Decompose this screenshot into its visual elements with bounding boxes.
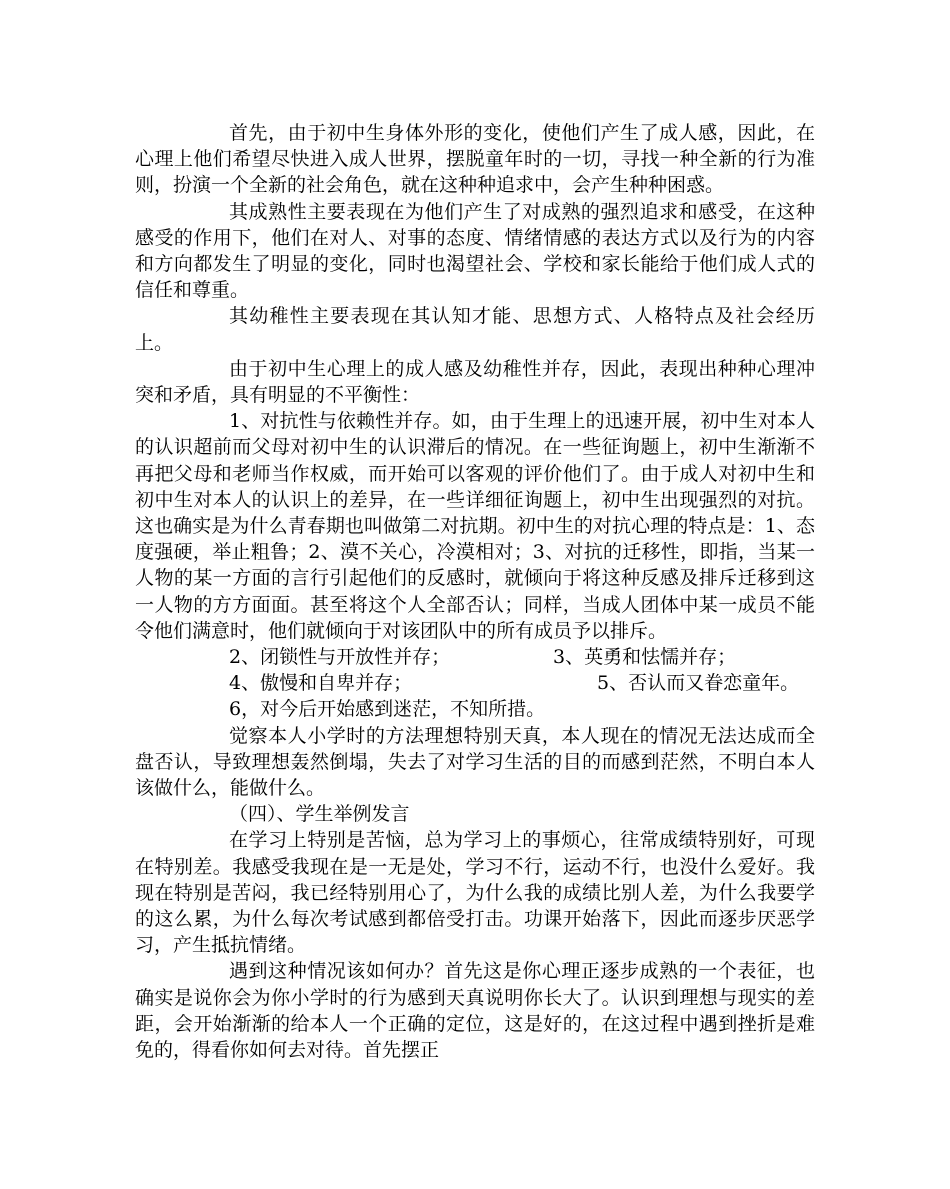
- paragraph-student-example: 在学习上特别是苦恼，总为学习上的事烦心，往常成绩特别好，可现在特别差。我感受我现在是一无是处，学习不行，运动不行，也没什么爱好。我现在特别是苦闷，我已经特别用心了，为什么我的成绩比别人差，为什么我要学的这么累，为什么每次考试感到都倍受打击。功课开始落下，因此而逐步厌恶学习，产生抵抗情绪。: [135, 829, 815, 957]
- list-item-3: 3、英勇和怯懦并存；: [553, 646, 737, 669]
- list-pair-row: [135, 670, 815, 696]
- paragraph-adult-sense: 首先，由于初中生身体外形的变化，使他们产生了成人感，因此，在心理上他们希望尽快进入成人世界，摆脱童年时的一切，寻找一种全新的行为准则，扮演一个全新的社会角色，就在这种种追求中，会产生种种困惑。: [135, 122, 815, 197]
- paragraph-maturity: 其成熟性主要表现在为他们产生了对成熟的强烈追求和感受，在这种感受的作用下，他们在对人、对事的态度、情绪情感的表达方式以及行为的内容和方向都发生了明显的变化，同时也渴望社会、学校和家长能给于他们成人式的信任和尊重。: [135, 200, 815, 302]
- list-item-6: 6，对今后开始感到迷茫，不知所措。: [229, 698, 546, 721]
- list-item-4: 4、傲慢和自卑并存；: [229, 672, 413, 695]
- paragraph-imbalance: 由于初中生心理上的成人感及幼稚性并存，因此，表现出种种心理冲突和矛盾，具有明显的不平衡性：: [135, 357, 815, 407]
- paragraph-advice: 遇到这种情况该如何办？首先这是你心理正逐步成熟的一个表征，也确实是说你会为你小学时的行为感到天真说明你长大了。认识到理想与现实的差距，会开始渐渐的给本人一个正确的定位，这是好的，在这过程中遇到挫折是难免的，得看你如何去对待。首先摆正: [135, 960, 815, 1062]
- paragraph-ideal-collapse: 觉察本人小学时的方法理想特别天真，本人现在的情况无法达成而全盘否认，导致理想轰然倒塌，失去了对学习生活的目的而感到茫然，不明白本人该做什么，能做什么。: [135, 724, 815, 800]
- list-item-2: 2、闭锁性与开放性并存；: [229, 646, 451, 669]
- list-item-5: 5、否认而又眷恋童年。: [597, 672, 800, 695]
- list-pair-row: [135, 644, 815, 670]
- paragraph-item-1: 1、对抗性与依赖性并存。如，由于生理上的迅速开展，初中生对本人的认识超前而父母对初中生的认识滞后的情况。在一些征询题上，初中生渐渐不再把父母和老师当作权威，而开始可以客观的评价他们了。由于成人对初中生和初中生对本人的认识上的差异，在一些详细征询题上，初中生出现强烈的对抗。这也确实是为什么青春期也叫做第二对抗期。初中生的对抗心理的特点是：1、态度强硬，举止粗鲁；2、漠不关心，冷漠相对；3、对抗的迁移性，即指，当某一人物的某一方面的言行引起他们的反感时，就倾向于将这种反感及排斥迁移到这一人物的方方面面。甚至将这个人全部否认；同样，当成人团体中某一成员不能令他们满意时，他们就倾向于对该团队中的所有成员予以排斥。: [135, 410, 815, 642]
- document-body: [135, 120, 815, 1063]
- section-heading-student-examples: （四）、学生举例发言: [229, 803, 410, 826]
- paragraph-childishness: 其幼稚性主要表现在其认知才能、思想方式、人格特点及社会经历上。: [135, 305, 815, 354]
